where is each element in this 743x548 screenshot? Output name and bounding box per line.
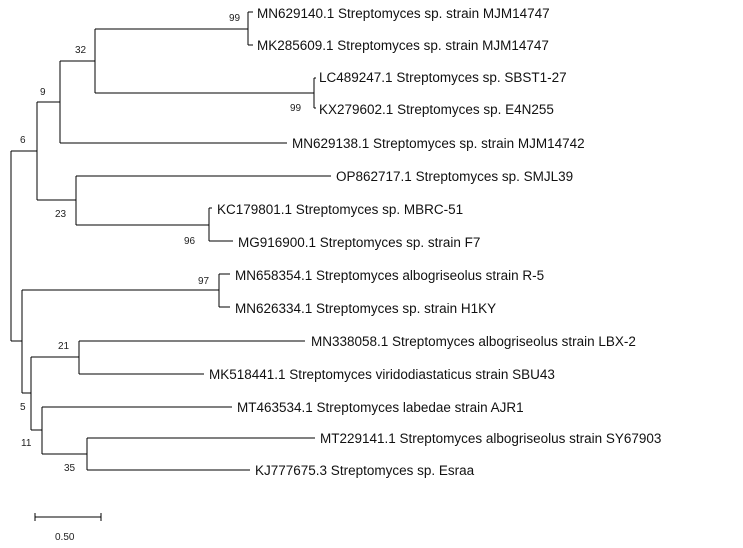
scale-bar-label: 0.50 [55, 532, 75, 543]
taxon-label: LC489247.1 Streptomyces sp. SBST1-27 [319, 70, 567, 85]
taxon-label: MN629140.1 Streptomyces sp. strain MJM14747 [257, 6, 550, 21]
bootstrap-value: 21 [58, 341, 70, 352]
taxon-label: MG916900.1 Streptomyces sp. strain F7 [238, 235, 481, 250]
bootstrap-value: 35 [64, 463, 76, 474]
taxon-label: KX279602.1 Streptomyces sp. E4N255 [319, 102, 554, 117]
bootstrap-value: 32 [75, 45, 87, 56]
taxon-label: MN626334.1 Streptomyces sp. strain H1KY [235, 301, 497, 316]
taxon-label: MK285609.1 Streptomyces sp. strain MJM14747 [257, 38, 549, 53]
taxon-label: KC179801.1 Streptomyces sp. MBRC-51 [217, 202, 464, 217]
bootstrap-value: 99 [229, 13, 241, 24]
taxon-label: MN658354.1 Streptomyces albogriseolus strain R-5 [235, 268, 545, 283]
bootstrap-value: 96 [184, 236, 196, 247]
bootstrap-value: 23 [55, 209, 67, 220]
taxon-label: MN338058.1 Streptomyces albogriseolus strain LBX-2 [311, 334, 636, 349]
bootstrap-value: 6 [20, 135, 26, 146]
taxon-label: OP862717.1 Streptomyces sp. SMJL39 [336, 169, 574, 184]
taxon-label: MT463534.1 Streptomyces labedae strain AJR1 [237, 400, 524, 415]
bootstrap-value: 9 [40, 87, 46, 98]
bootstrap-value: 99 [290, 103, 302, 114]
taxon-label: MT229141.1 Streptomyces albogriseolus strain SY67903 [320, 431, 662, 446]
taxon-label: MN629138.1 Streptomyces sp. strain MJM14742 [292, 136, 585, 151]
taxon-label: MK518441.1 Streptomyces viridodiastaticus strain SBU43 [209, 367, 555, 382]
bootstrap-value: 5 [20, 402, 26, 413]
taxon-label: KJ777675.3 Streptomyces sp. Esraa [255, 463, 475, 478]
bootstrap-value: 11 [21, 438, 32, 449]
scale-bar [35, 513, 101, 543]
bootstrap-value: 97 [198, 276, 210, 287]
